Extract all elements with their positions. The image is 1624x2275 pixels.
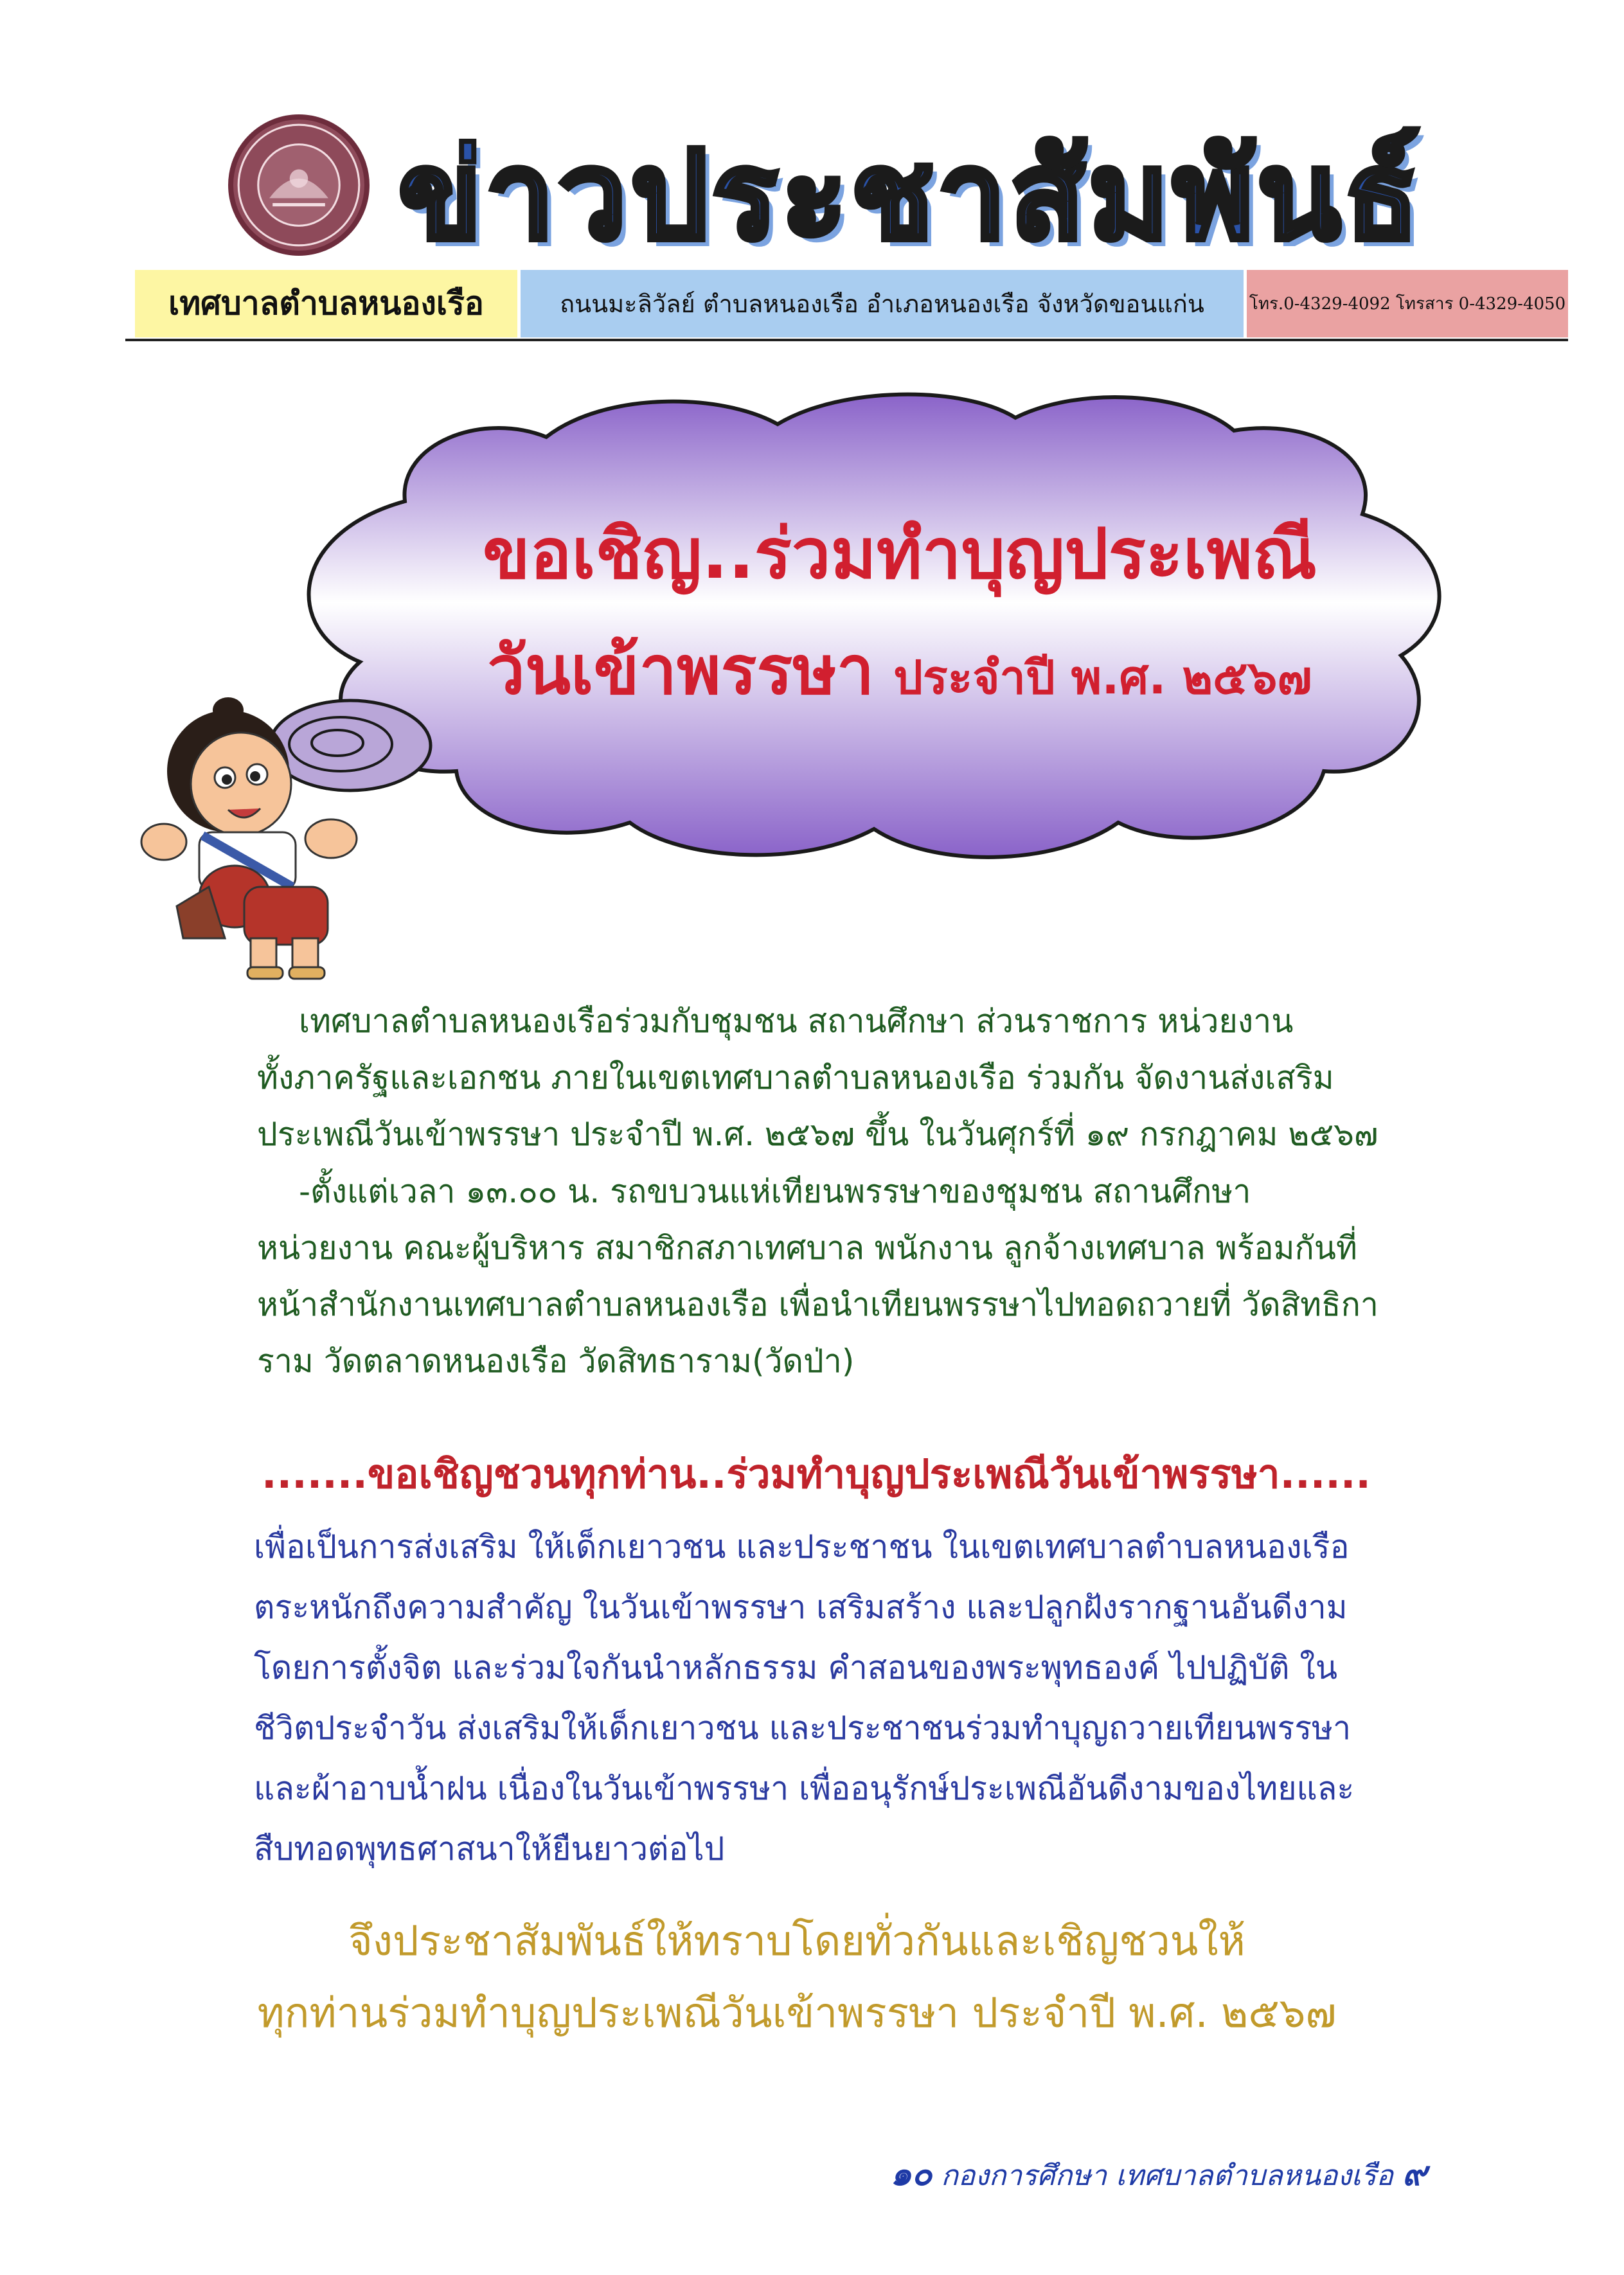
- seal-emblem-icon: [233, 120, 364, 251]
- footer-left-mark: ๑๐: [890, 2155, 932, 2193]
- schedule-paragraph: [257, 1163, 1379, 1389]
- municipal-seal: [228, 114, 370, 256]
- paragraph-line: สืบทอดพุทธศาสนาให้ยืนยาวต่อไป: [254, 1830, 725, 1868]
- phone-text: โทร.0-4329-4092 โทรสาร 0-4329-4050: [1249, 294, 1566, 314]
- phone-strip: [1247, 270, 1568, 337]
- event-name: วันเข้าพรรษา: [487, 631, 875, 709]
- paragraph-line: ราม วัดตลาดหนองเรือ วัดสิทธาราม(วัดป่า): [257, 1343, 855, 1380]
- purpose-paragraph: [254, 1517, 1354, 1879]
- page-footer: [835, 2146, 1427, 2200]
- paragraph-line: หน้าสำนักงานเทศบาลตำบลหนองเรือ เพื่อนำเทียนพรรษาไปทอดถวายที่ วัดสิทธิกา: [257, 1286, 1379, 1323]
- paragraph-line: ตระหนักถึงความสำคัญ ในวันเข้าพรรษา เสริมสร้าง และปลูกฝังรากฐานอันดีงาม: [254, 1589, 1348, 1626]
- closing-line: ทุกท่านร่วมทำบุญประเพณีวันเข้าพรรษา ประจำปี พ.ศ. ๒๕๖๗: [257, 1990, 1337, 2037]
- org-name-strip: [135, 270, 517, 337]
- invite-heading: .......ขอเชิญชวนทุกท่าน..ร่วมทำบุญประเพณีวันเข้าพรรษา......: [262, 1450, 1371, 1497]
- paragraph-line: ทั้งภาครัฐและเอกชน ภายในเขตเทศบาลตำบลหนองเรือ ร่วมกัน จัดงานส่งเสริม: [257, 1059, 1334, 1096]
- paragraph-line: เพื่อเป็นการส่งเสริม ให้เด็กเยาวชน และประชาชน ในเขตเทศบาลตำบลหนองเรือ: [254, 1528, 1350, 1566]
- org-name: เทศบาลตำบลหนองเรือ: [168, 284, 484, 322]
- header-divider: [125, 339, 1568, 341]
- footer-right-mark: ๙: [1402, 2155, 1427, 2193]
- paragraph-line: และผ้าอาบน้ำฝน เนื่องในวันเข้าพรรษา เพื่ออนุรักษ์ประเพณีอันดีงามของไทยและ: [254, 1770, 1355, 1807]
- paragraph-line: โดยการตั้งจิต และร่วมใจกันนำหลักธรรม คำสอนของพระพุทธองค์ ไปปฏิบัติ ใน: [254, 1649, 1338, 1686]
- announcement-paragraph: [257, 993, 1379, 1163]
- closing-line: จึงประชาสัมพันธ์ให้ทราบโดยทั่วกันและเชิญชวนให้: [348, 1918, 1245, 1965]
- paragraph-line: เทศบาลตำบลหนองเรือร่วมกับชุมชน สถานศึกษา ส่วนราชการ หน่วยงาน: [299, 1003, 1294, 1040]
- footer-department: กองการศึกษา เทศบาลตำบลหนองเรือ: [941, 2159, 1393, 2192]
- paragraph-line: หน่วยงาน คณะผู้บริหาร สมาชิกสภาเทศบาล พนักงาน ลูกจ้างเทศบาล พร้อมกันที่: [257, 1229, 1357, 1267]
- banner-title: ข่าวประชาสัมพันธ์: [398, 125, 1423, 267]
- address-text: ถนนมะลิวัลย์ ตำบลหนองเรือ อำเภอหนองเรือ จังหวัดขอนแก่น: [560, 290, 1204, 318]
- cloud-headline: ขอเชิญ..ร่วมทำบุญประเพณี: [482, 514, 1317, 594]
- paragraph-line: ประเพณีวันเข้าพรรษา ประจำปี พ.ศ. ๒๕๖๗ ขึ้น ในวันศุกร์ที่ ๑๙ กรกฎาคม ๒๕๖๗: [257, 1116, 1379, 1153]
- paragraph-line: -ตั้งแต่เวลา ๑๓.๐๐ น. รถขบวนแห่เทียนพรรษาของชุมชน สถานศึกษา: [299, 1173, 1251, 1210]
- closing-statement: [193, 1905, 1401, 2049]
- event-year: ประจำปี พ.ศ. ๒๕๖๗: [893, 650, 1312, 704]
- paragraph-line: ชีวิตประจำวัน ส่งเสริมให้เด็กเยาวชน และประชาชนร่วมทำบุญถวายเทียนพรรษา: [254, 1709, 1352, 1747]
- cloud-subheadline: [360, 617, 1440, 723]
- address-strip: [521, 270, 1244, 337]
- thai-boy-mascot: [138, 694, 408, 983]
